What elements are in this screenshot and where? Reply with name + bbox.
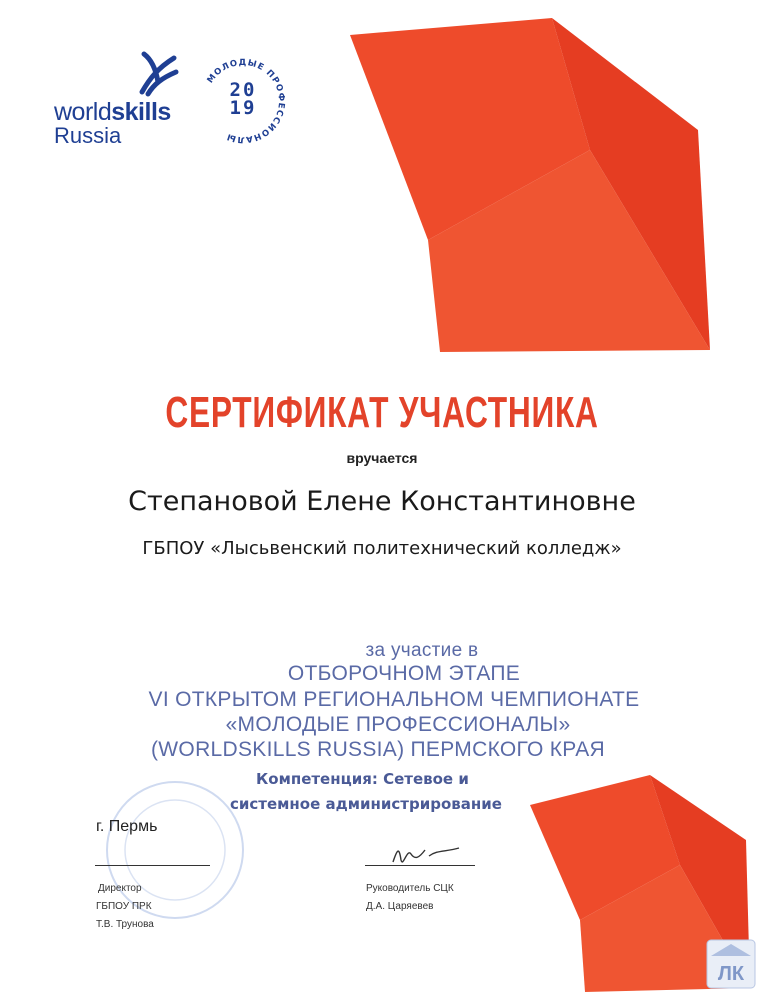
svg-text:ЛК: ЛК [717,963,745,985]
worldskills-emblem-icon [136,48,180,98]
corner-logo-icon [705,938,757,990]
lead-name: Д.А. Царяевев [366,901,434,912]
participation-text: за участие в [365,640,479,661]
director-org: ГБПОУ ПРК [96,901,152,912]
director-name: Т.В. Трунова [96,919,154,930]
badge-year-bottom: 19 [229,97,257,119]
event-line: ОТБОРОЧНОМ ЭТАПЕ [287,662,521,685]
certificate-title: СЕРТИФИКАТ УЧАСТНИКА [165,388,599,437]
director-signature-line [95,865,210,866]
svg-text:МОЛОДЫЕ ПРОФЕССИОНАЛЫ: МОЛОДЫЕ ПРОФЕССИОНАЛЫ [205,57,287,145]
competence-line-2: системное администрирование [230,795,502,813]
recipient-name: Степановой Елене Константиновне [128,486,636,517]
awarded-text: вручается [346,450,418,466]
red-cube-large [340,10,710,360]
worldskills-logo [50,48,190,148]
young-professionals-badge [196,54,290,148]
event-line: (WORLDSKILLS RUSSIA) ПЕРМСКОГО КРАЯ [151,738,605,761]
badge-year-top: 20 [229,79,257,101]
organization-name: ГБПОУ «Лысьвенский политехнический колледж» [142,538,622,559]
event-line: VI ОТКРЫТОМ РЕГИОНАЛЬНОМ ЧЕМПИОНАТЕ [148,688,640,711]
city: г. Пермь [96,818,158,835]
event-line: «МОЛОДЫЕ ПРОФЕССИОНАЛЫ» [225,713,571,736]
handwritten-signature [385,840,465,870]
worldskills-wordmark: worldskills [54,98,171,126]
worldskills-country: Russia [54,123,122,148]
director-title: Директор [98,883,142,894]
competence-line-1: Компетенция: Сетевое и [256,770,469,788]
lead-title: Руководитель СЦК [366,883,454,894]
